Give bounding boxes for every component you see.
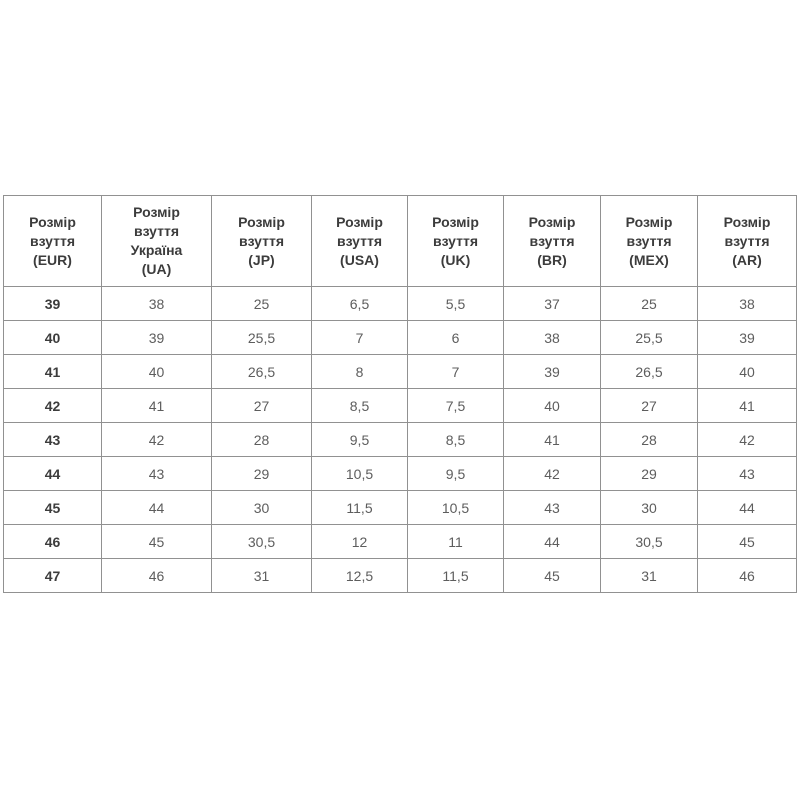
data-cell-uk: 6	[408, 321, 504, 355]
data-cell-ua: 39	[102, 321, 212, 355]
data-cell-jp: 30	[212, 491, 312, 525]
data-cell-jp: 28	[212, 423, 312, 457]
data-cell-usa: 7	[312, 321, 408, 355]
data-cell-uk: 11	[408, 525, 504, 559]
table-row	[4, 491, 797, 525]
data-cell-usa: 10,5	[312, 457, 408, 491]
data-cell-ua: 41	[102, 389, 212, 423]
data-cell-mex: 30	[601, 491, 698, 525]
data-cell-br: 39	[504, 355, 601, 389]
table-row	[4, 321, 797, 355]
column-header-ua: Розмір взуття Україна (UA)	[102, 196, 212, 287]
data-cell-mex: 26,5	[601, 355, 698, 389]
data-cell-mex: 30,5	[601, 525, 698, 559]
data-cell-usa: 6,5	[312, 287, 408, 321]
column-header-jp: Розмір взуття (JP)	[212, 196, 312, 287]
row-header-cell-eur: 43	[4, 423, 102, 457]
column-header-eur: Розмір взуття (EUR)	[4, 196, 102, 287]
data-cell-ar: 42	[698, 423, 797, 457]
row-header-cell-eur: 46	[4, 525, 102, 559]
data-cell-br: 38	[504, 321, 601, 355]
column-header-mex: Розмір взуття (MEX)	[601, 196, 698, 287]
data-cell-jp: 25	[212, 287, 312, 321]
data-cell-br: 45	[504, 559, 601, 593]
data-cell-br: 43	[504, 491, 601, 525]
data-cell-jp: 29	[212, 457, 312, 491]
data-cell-ar: 41	[698, 389, 797, 423]
table-row	[4, 559, 797, 593]
data-cell-uk: 5,5	[408, 287, 504, 321]
data-cell-br: 41	[504, 423, 601, 457]
table-row	[4, 355, 797, 389]
data-cell-ar: 44	[698, 491, 797, 525]
data-cell-mex: 25,5	[601, 321, 698, 355]
data-cell-ua: 45	[102, 525, 212, 559]
row-header-cell-eur: 45	[4, 491, 102, 525]
data-cell-ar: 40	[698, 355, 797, 389]
size-chart-body	[4, 287, 797, 593]
data-cell-ar: 46	[698, 559, 797, 593]
table-row	[4, 287, 797, 321]
table-row	[4, 423, 797, 457]
row-header-cell-eur: 39	[4, 287, 102, 321]
data-cell-mex: 31	[601, 559, 698, 593]
data-cell-ar: 38	[698, 287, 797, 321]
data-cell-usa: 11,5	[312, 491, 408, 525]
data-cell-ua: 44	[102, 491, 212, 525]
table-row	[4, 389, 797, 423]
column-header-br: Розмір взуття (BR)	[504, 196, 601, 287]
data-cell-mex: 29	[601, 457, 698, 491]
data-cell-uk: 11,5	[408, 559, 504, 593]
data-cell-ua: 38	[102, 287, 212, 321]
data-cell-br: 37	[504, 287, 601, 321]
data-cell-ar: 45	[698, 525, 797, 559]
data-cell-jp: 25,5	[212, 321, 312, 355]
data-cell-br: 42	[504, 457, 601, 491]
data-cell-uk: 7	[408, 355, 504, 389]
table-row	[4, 457, 797, 491]
data-cell-ua: 42	[102, 423, 212, 457]
data-cell-jp: 30,5	[212, 525, 312, 559]
data-cell-jp: 26,5	[212, 355, 312, 389]
data-cell-usa: 12,5	[312, 559, 408, 593]
data-cell-br: 44	[504, 525, 601, 559]
data-cell-uk: 7,5	[408, 389, 504, 423]
data-cell-usa: 8	[312, 355, 408, 389]
row-header-cell-eur: 42	[4, 389, 102, 423]
data-cell-usa: 9,5	[312, 423, 408, 457]
data-cell-ar: 39	[698, 321, 797, 355]
data-cell-br: 40	[504, 389, 601, 423]
column-header-ar: Розмір взуття (AR)	[698, 196, 797, 287]
data-cell-ua: 40	[102, 355, 212, 389]
data-cell-uk: 10,5	[408, 491, 504, 525]
row-header-cell-eur: 47	[4, 559, 102, 593]
data-cell-uk: 8,5	[408, 423, 504, 457]
row-header-cell-eur: 41	[4, 355, 102, 389]
shoe-size-conversion-table	[3, 195, 797, 593]
size-chart-header	[4, 196, 797, 287]
data-cell-mex: 27	[601, 389, 698, 423]
data-cell-jp: 27	[212, 389, 312, 423]
column-header-usa: Розмір взуття (USA)	[312, 196, 408, 287]
data-cell-mex: 28	[601, 423, 698, 457]
data-cell-usa: 12	[312, 525, 408, 559]
data-cell-uk: 9,5	[408, 457, 504, 491]
data-cell-usa: 8,5	[312, 389, 408, 423]
data-cell-jp: 31	[212, 559, 312, 593]
data-cell-ua: 43	[102, 457, 212, 491]
row-header-cell-eur: 44	[4, 457, 102, 491]
table-row	[4, 525, 797, 559]
data-cell-ua: 46	[102, 559, 212, 593]
header-row	[4, 196, 797, 287]
column-header-uk: Розмір взуття (UK)	[408, 196, 504, 287]
row-header-cell-eur: 40	[4, 321, 102, 355]
data-cell-mex: 25	[601, 287, 698, 321]
data-cell-ar: 43	[698, 457, 797, 491]
